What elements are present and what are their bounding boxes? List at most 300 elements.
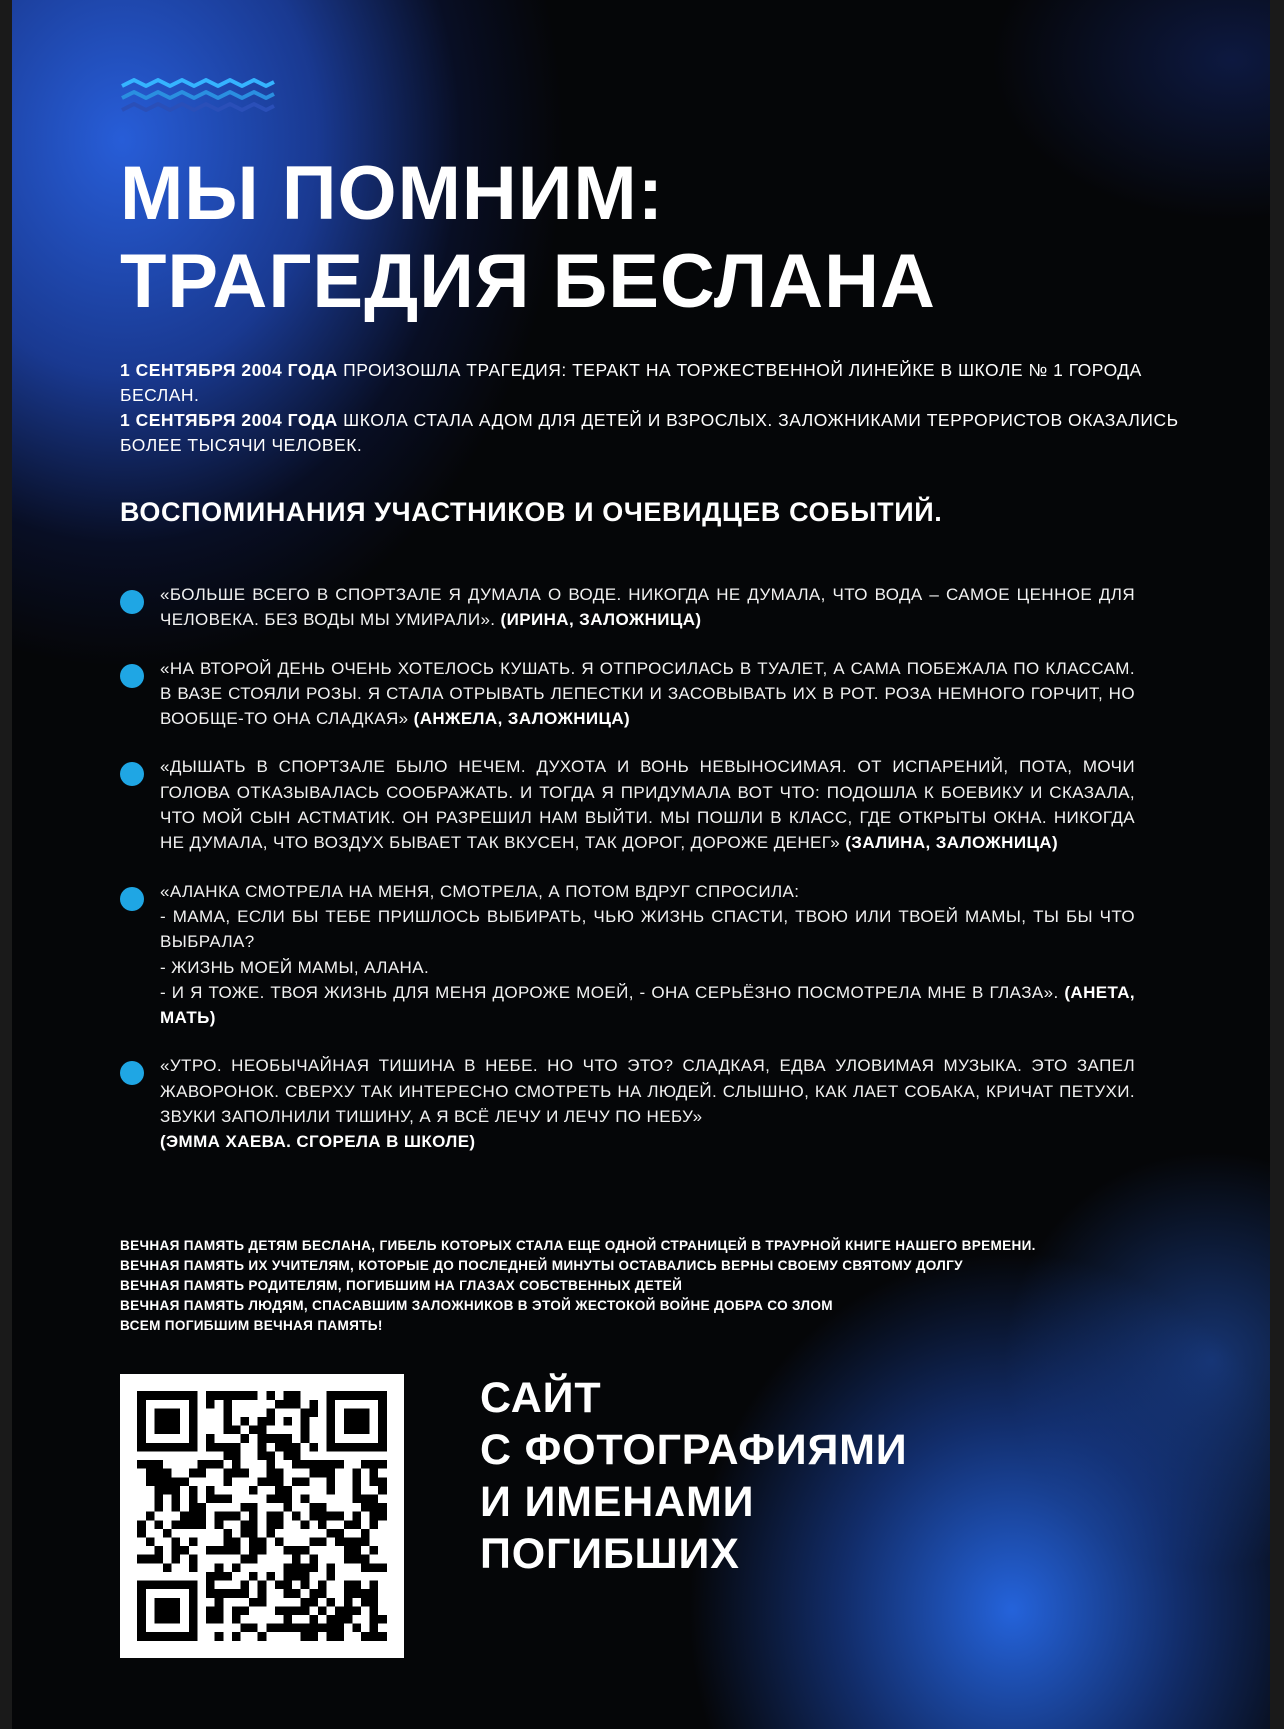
qr-module	[206, 1572, 215, 1581]
qr-module	[189, 1408, 198, 1417]
qr-module	[275, 1520, 284, 1529]
qr-module	[370, 1520, 379, 1529]
memorial-line: ВСЕМ ПОГИБШИМ ВЕЧНАЯ ПАМЯТЬ!	[120, 1318, 383, 1333]
qr-module	[163, 1469, 172, 1478]
qr-module	[309, 1615, 318, 1624]
quote-item	[120, 656, 1135, 732]
qr-module	[215, 1546, 224, 1555]
qr-module	[180, 1477, 189, 1486]
qr-module	[292, 1443, 301, 1452]
qr-module	[258, 1443, 267, 1452]
qr-module	[215, 1460, 224, 1469]
qr-module	[240, 1503, 249, 1512]
qr-module	[223, 1538, 232, 1547]
qr-module	[266, 1417, 275, 1426]
dot-bullet-icon	[120, 664, 144, 688]
qr-module	[266, 1520, 275, 1529]
quote-body: «НА ВТОРОЙ ДЕНЬ ОЧЕНЬ ХОТЕЛОСЬ КУШАТЬ. Я ОТПРОСИЛАСЬ В ТУАЛЕТ, А САМА ПОБЕЖАЛА ПО КЛАССАМ. В ВАЗЕ СТОЯЛИ РОЗЫ. Я СТАЛА ОТРЫВАТЬ ЛЕПЕСТКИ И ЗАСОВЫВАТЬ ИХ В РОТ. РОЗА НЕМНОГО ГОРЧИТ, НО ВООБЩЕ-ТО ОНА СЛАДКАЯ»	[160, 658, 1135, 729]
qr-module	[352, 1606, 361, 1615]
qr-module	[163, 1391, 172, 1400]
qr-module	[344, 1408, 353, 1417]
qr-module	[344, 1615, 353, 1624]
quote-item	[120, 1053, 1135, 1154]
qr-module	[249, 1546, 258, 1555]
qr-module	[215, 1494, 224, 1503]
qr-module	[232, 1512, 241, 1521]
qr-module	[266, 1451, 275, 1460]
qr-module	[335, 1624, 344, 1633]
qr-module	[172, 1632, 181, 1641]
qr-module	[232, 1589, 241, 1598]
qr-module	[370, 1563, 379, 1572]
qr-module	[215, 1512, 224, 1521]
quote-text	[160, 1053, 1135, 1154]
qr-module	[189, 1443, 198, 1452]
qr-module	[137, 1624, 146, 1633]
qr-module	[189, 1615, 198, 1624]
dot-bullet-icon	[120, 887, 144, 911]
qr-module	[240, 1589, 249, 1598]
qr-module	[146, 1460, 155, 1469]
qr-module	[318, 1520, 327, 1529]
qr-module	[232, 1443, 241, 1452]
qr-module	[137, 1443, 146, 1452]
qr-module	[370, 1460, 379, 1469]
qr-module	[232, 1469, 241, 1478]
qr-module	[206, 1391, 215, 1400]
qr-module	[266, 1494, 275, 1503]
qr-module	[378, 1615, 387, 1624]
qr-module	[154, 1546, 163, 1555]
qr-module	[327, 1460, 336, 1469]
qr-module	[249, 1555, 258, 1564]
qr-module	[206, 1546, 215, 1555]
qr-module	[249, 1520, 258, 1529]
qr-module	[370, 1512, 379, 1521]
qr-module	[146, 1555, 155, 1564]
qr-module	[301, 1434, 310, 1443]
qr-module	[154, 1555, 163, 1564]
qr-module	[361, 1529, 370, 1538]
qr-module	[137, 1426, 146, 1435]
qr-module	[266, 1624, 275, 1633]
qr-module	[249, 1538, 258, 1547]
intro-text-2: ШКОЛА СТАЛА АДОМ ДЛЯ ДЕТЕЙ И ВЗРОСЛЫХ. ЗАЛОЖНИКАМИ ТЕРРОРИСТОВ ОКАЗАЛИСЬ БОЛЕЕ ТЫСЯЧИ ЧЕЛОВЕК.	[120, 410, 1179, 455]
qr-module	[197, 1512, 206, 1521]
qr-module	[335, 1538, 344, 1547]
qr-module	[232, 1615, 241, 1624]
qr-module	[275, 1624, 284, 1633]
qr-module	[249, 1503, 258, 1512]
qr-module	[292, 1477, 301, 1486]
qr-module	[223, 1400, 232, 1409]
qr-module	[361, 1563, 370, 1572]
qr-module	[275, 1443, 284, 1452]
qr-module	[189, 1503, 198, 1512]
qr-module	[352, 1426, 361, 1435]
quote-item	[120, 582, 1135, 633]
qr-module	[154, 1615, 163, 1624]
qr-module	[223, 1408, 232, 1417]
qr-module	[370, 1546, 379, 1555]
qr-module	[284, 1434, 293, 1443]
qr-module	[206, 1581, 215, 1590]
quote-author: (ЗАЛИНА, ЗАЛОЖНИЦА)	[845, 833, 1059, 853]
qr-module	[309, 1589, 318, 1598]
qr-module	[240, 1606, 249, 1615]
qr-module	[361, 1555, 370, 1564]
qr-module	[301, 1426, 310, 1435]
qr-module	[180, 1546, 189, 1555]
qr-module	[154, 1598, 163, 1607]
memorial-line: ВЕЧНАЯ ПАМЯТЬ ИХ УЧИТЕЛЯМ, КОТОРЫЕ ДО ПОСЛЕДНЕЙ МИНУТЫ ОСТАВАЛИСЬ ВЕРНЫ СВОЕМУ СВЯТОМУ ДОЛГУ	[120, 1258, 963, 1273]
qr-module	[137, 1391, 146, 1400]
qr-module	[163, 1529, 172, 1538]
qr-module	[258, 1589, 267, 1598]
qr-module	[189, 1555, 198, 1564]
qr-module	[154, 1606, 163, 1615]
qr-module	[327, 1598, 336, 1607]
qr-module	[284, 1443, 293, 1452]
quote-body: «УТРО. НЕОБЫЧАЙНАЯ ТИШИНА В НЕБЕ. НО ЧТО ЭТО? СЛАДКАЯ, ЕДВА УЛОВИМАЯ МУЗЫКА. ЭТО ЗАПЕЛ ЖАВОРОНОК. СВЕРХУ ТАК ИНТЕРЕСНО СМОТРЕТЬ НА ЛЮДЕЙ. СЛЫШНО, КАК ЛАЕТ СОБАКА, КРИЧАТ ПЕТУХИ. ЗВУКИ ЗАПОЛНИЛИ ТИШИНУ, А Я ВСЁ ЛЕЧУ И ЛЕЧУ ПО НЕБУ»	[160, 1056, 1135, 1127]
qr-module	[309, 1408, 318, 1417]
qr-module	[154, 1443, 163, 1452]
qr-module	[344, 1606, 353, 1615]
qr-module	[335, 1443, 344, 1452]
qr-module	[163, 1632, 172, 1641]
qr-module	[301, 1624, 310, 1633]
qr-module	[249, 1624, 258, 1633]
qr-module	[344, 1391, 353, 1400]
qr-module	[378, 1512, 387, 1521]
qr-module	[154, 1477, 163, 1486]
qr-module	[309, 1460, 318, 1469]
qr-module	[197, 1520, 206, 1529]
qr-module	[370, 1615, 379, 1624]
qr-module	[249, 1391, 258, 1400]
qr-module	[215, 1589, 224, 1598]
qr-module	[344, 1520, 353, 1529]
qr-module	[137, 1581, 146, 1590]
qr-module	[344, 1443, 353, 1452]
qr-module	[301, 1408, 310, 1417]
qr-module	[232, 1391, 241, 1400]
qr-module	[189, 1494, 198, 1503]
qr-module	[146, 1512, 155, 1521]
qr-module	[223, 1391, 232, 1400]
qr-module	[172, 1494, 181, 1503]
qr-module	[378, 1426, 387, 1435]
qr-module	[301, 1598, 310, 1607]
qr-module	[154, 1417, 163, 1426]
memorial-text	[120, 1236, 1240, 1336]
quote-item	[120, 754, 1135, 855]
qr-module	[352, 1624, 361, 1633]
quote-line-last	[160, 980, 1135, 1031]
qr-module	[180, 1443, 189, 1452]
quote-line: - МАМА, ЕСЛИ БЫ ТЕБЕ ПРИШЛОСЬ ВЫБИРАТЬ, ЧЬЮ ЖИЗНЬ СПАСТИ, ТВОЮ ИЛИ ТВОЕЙ МАМЫ, ТЫ БЫ ЧТО ВЫБРАЛА?	[160, 906, 1135, 952]
qr-module	[189, 1391, 198, 1400]
qr-module	[137, 1555, 146, 1564]
qr-module	[223, 1589, 232, 1598]
qr-module	[172, 1520, 181, 1529]
qr-module	[215, 1606, 224, 1615]
qr-module	[163, 1563, 172, 1572]
qr-module	[249, 1598, 258, 1607]
qr-module	[275, 1512, 284, 1521]
qr-module	[309, 1512, 318, 1521]
qr-module	[163, 1443, 172, 1452]
qr-module	[240, 1391, 249, 1400]
dot-bullet-icon	[120, 1061, 144, 1085]
qr-module	[137, 1434, 146, 1443]
qr-module	[266, 1529, 275, 1538]
quote-body: - И Я ТОЖЕ. ТВОЯ ЖИЗНЬ ДЛЯ МЕНЯ ДОРОЖЕ МОЕЙ, - ОНА СЕРЬЁЗНО ПОСМОТРЕЛА МНЕ В ГЛАЗА».	[160, 982, 1059, 1002]
qr-module	[258, 1546, 267, 1555]
qr-module	[172, 1408, 181, 1417]
qr-module	[352, 1538, 361, 1547]
qr-module	[327, 1417, 336, 1426]
site-link-caption	[480, 1372, 908, 1580]
qr-module	[180, 1512, 189, 1521]
qr-module	[249, 1529, 258, 1538]
qr-module	[335, 1632, 344, 1641]
qr-module	[344, 1598, 353, 1607]
qr-module	[206, 1494, 215, 1503]
qr-module	[240, 1529, 249, 1538]
qr-module	[361, 1408, 370, 1417]
qr-module	[172, 1598, 181, 1607]
qr-module	[197, 1469, 206, 1478]
qr-module	[163, 1598, 172, 1607]
qr-module	[189, 1589, 198, 1598]
qr-module	[232, 1606, 241, 1615]
qr-module	[344, 1546, 353, 1555]
qr-module	[146, 1443, 155, 1452]
qr-module	[378, 1486, 387, 1495]
qr-module	[189, 1512, 198, 1521]
qr-module	[292, 1460, 301, 1469]
qr-module	[215, 1520, 224, 1529]
qr-module	[172, 1538, 181, 1547]
qr-module	[137, 1632, 146, 1641]
qr-module	[327, 1400, 336, 1409]
qr-code-icon[interactable]	[120, 1374, 404, 1658]
qr-module	[327, 1572, 336, 1581]
poster	[12, 0, 1270, 1729]
intro-date-2: 1 СЕНТЯБРЯ 2004 ГОДА	[120, 410, 338, 430]
qr-module	[344, 1417, 353, 1426]
qr-module	[284, 1615, 293, 1624]
qr-module	[172, 1417, 181, 1426]
qr-module	[284, 1503, 293, 1512]
site-line-1: САЙТ	[480, 1374, 602, 1422]
qr-module	[378, 1400, 387, 1409]
qr-module	[309, 1469, 318, 1478]
qr-module	[292, 1589, 301, 1598]
qr-module	[275, 1494, 284, 1503]
qr-module	[275, 1606, 284, 1615]
qr-module	[249, 1486, 258, 1495]
intro-paragraph	[120, 358, 1180, 458]
qr-module	[180, 1581, 189, 1590]
qr-module	[370, 1598, 379, 1607]
qr-module	[309, 1563, 318, 1572]
qr-module	[327, 1615, 336, 1624]
qr-module	[137, 1408, 146, 1417]
qr-module	[370, 1469, 379, 1478]
qr-module	[352, 1555, 361, 1564]
qr-module	[206, 1443, 215, 1452]
qr-module	[137, 1529, 146, 1538]
qr-module	[284, 1417, 293, 1426]
qr-module	[266, 1408, 275, 1417]
qr-module	[284, 1606, 293, 1615]
qr-module	[361, 1426, 370, 1435]
quote-line: - ЖИЗНЬ МОЕЙ МАМЫ, АЛАНА.	[160, 957, 430, 977]
qr-module	[232, 1460, 241, 1469]
qr-module	[378, 1417, 387, 1426]
qr-module	[370, 1391, 379, 1400]
qr-module	[284, 1391, 293, 1400]
quote-line: «АЛАНКА СМОТРЕЛА НА МЕНЯ, СМОТРЕЛА, А ПОТОМ ВДРУГ СПРОСИЛА:	[160, 881, 800, 901]
qr-module	[258, 1598, 267, 1607]
qr-module	[327, 1477, 336, 1486]
qr-module	[284, 1581, 293, 1590]
qr-module	[352, 1486, 361, 1495]
qr-module	[206, 1434, 215, 1443]
qr-module	[163, 1408, 172, 1417]
qr-module	[292, 1624, 301, 1633]
qr-module	[378, 1443, 387, 1452]
qr-module	[197, 1460, 206, 1469]
qr-module	[163, 1417, 172, 1426]
qr-module	[189, 1434, 198, 1443]
qr-module	[370, 1494, 379, 1503]
qr-module	[361, 1391, 370, 1400]
qr-module	[137, 1520, 146, 1529]
quote-author: (ЭММА ХАЕВА. СГОРЕЛА В ШКОЛЕ)	[160, 1132, 476, 1152]
qr-module	[370, 1606, 379, 1615]
qr-module	[163, 1426, 172, 1435]
qr-module	[284, 1486, 293, 1495]
qr-module	[154, 1486, 163, 1495]
qr-module	[292, 1572, 301, 1581]
qr-module	[189, 1400, 198, 1409]
qr-module	[154, 1632, 163, 1641]
qr-module	[292, 1400, 301, 1409]
qr-module	[292, 1391, 301, 1400]
qr-module	[146, 1391, 155, 1400]
qr-module	[223, 1469, 232, 1478]
qr-module	[284, 1400, 293, 1409]
qr-module	[266, 1572, 275, 1581]
qr-module	[284, 1451, 293, 1460]
qr-module	[189, 1624, 198, 1633]
dot-bullet-icon	[120, 762, 144, 786]
qr-module	[309, 1400, 318, 1409]
quote-body: «ДЫШАТЬ В СПОРТЗАЛЕ БЫЛО НЕЧЕМ. ДУХОТА И ВОНЬ НЕВЫНОСИМАЯ. ОТ ИСПАРЕНИЙ, ПОТА, МОЧИ ГОЛОВА ОТКАЗЫВАЛАСЬ СООБРАЖАТЬ. И ТОГДА Я ПРИДУМАЛА ВОТ ЧТО: ПОДОШЛА К БОЕВИКУ И СКАЗАЛА, ЧТО МОЙ СЫН АСТМАТИК. ОН РАЗРЕШИЛ НАМ ВЫЙТИ. МЫ ПОШЛИ В КЛАСС, ГДЕ ОТКРЫТЫ ОКНА. НИКОГДА НЕ ДУМАЛА, ЧТО ВОЗДУХ БЫВАЕТ ТАК ВКУСЕН, ТАК ДОРОГ, ДОРОЖЕ ДЕНЕГ»	[160, 757, 1135, 853]
qr-module	[172, 1546, 181, 1555]
qr-module	[258, 1477, 267, 1486]
qr-module	[361, 1589, 370, 1598]
qr-module	[292, 1512, 301, 1521]
quote-text	[160, 754, 1135, 855]
qr-module	[189, 1606, 198, 1615]
qr-module	[378, 1434, 387, 1443]
qr-module	[275, 1434, 284, 1443]
qr-module	[189, 1581, 198, 1590]
qr-module	[378, 1477, 387, 1486]
qr-module	[309, 1443, 318, 1452]
qr-module	[370, 1589, 379, 1598]
qr-module	[378, 1460, 387, 1469]
qr-module	[335, 1391, 344, 1400]
intro-date-1: 1 СЕНТЯБРЯ 2004 ГОДА	[120, 360, 338, 380]
qr-module	[223, 1417, 232, 1426]
qr-module	[378, 1632, 387, 1641]
qr-module	[172, 1443, 181, 1452]
qr-module	[223, 1572, 232, 1581]
qr-module	[309, 1624, 318, 1633]
qr-module	[318, 1512, 327, 1521]
qr-module	[370, 1581, 379, 1590]
qr-module	[318, 1503, 327, 1512]
qr-module	[154, 1460, 163, 1469]
qr-module	[172, 1503, 181, 1512]
qr-module	[284, 1546, 293, 1555]
qr-module	[180, 1391, 189, 1400]
qr-module	[327, 1434, 336, 1443]
qr-module	[352, 1589, 361, 1598]
qr-module	[361, 1443, 370, 1452]
qr-module	[309, 1555, 318, 1564]
qr-module	[240, 1520, 249, 1529]
qr-module	[137, 1417, 146, 1426]
qr-module	[344, 1581, 353, 1590]
qr-module	[344, 1555, 353, 1564]
qr-module	[370, 1477, 379, 1486]
qr-module	[275, 1486, 284, 1495]
qr-module	[215, 1391, 224, 1400]
qr-module	[189, 1469, 198, 1478]
qr-module	[163, 1606, 172, 1615]
qr-module	[275, 1581, 284, 1590]
qr-module	[352, 1408, 361, 1417]
qr-module	[361, 1598, 370, 1607]
qr-module	[215, 1443, 224, 1452]
qr-module	[266, 1434, 275, 1443]
section-subtitle: ВОСПОМИНАНИЯ УЧАСТНИКОВ И ОЧЕВИДЦЕВ СОБЫТИЙ.	[120, 497, 943, 527]
quote-author: (АНЕТА, МАТЬ)	[160, 982, 1135, 1028]
qr-module	[258, 1538, 267, 1547]
qr-module	[146, 1469, 155, 1478]
qr-module	[361, 1460, 370, 1469]
qr-module	[189, 1632, 198, 1641]
quote-item	[120, 879, 1135, 1031]
site-line-2: С ФОТОГРАФИЯМИ	[480, 1426, 908, 1474]
qr-module	[146, 1632, 155, 1641]
intro-text-1: ПРОИЗОШЛА ТРАГЕДИЯ: ТЕРАКТ НА ТОРЖЕСТВЕННОЙ ЛИНЕЙКЕ В ШКОЛЕ № 1 ГОРОДА БЕСЛАН.	[120, 360, 1142, 405]
qr-module	[154, 1520, 163, 1529]
qr-module	[172, 1581, 181, 1590]
qr-module	[284, 1563, 293, 1572]
qr-module	[378, 1563, 387, 1572]
qr-module	[318, 1581, 327, 1590]
qr-module	[352, 1443, 361, 1452]
qr-module	[352, 1520, 361, 1529]
qr-module	[284, 1624, 293, 1633]
